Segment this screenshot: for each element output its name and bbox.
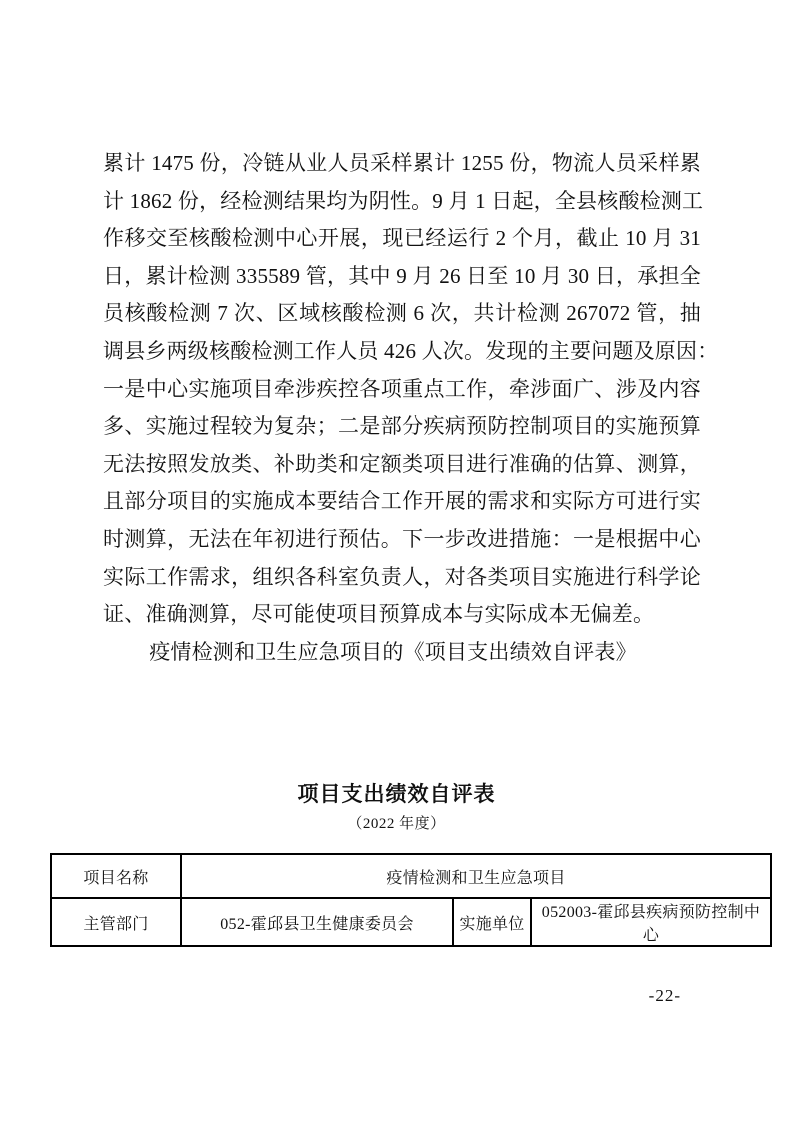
table-row [51,898,771,946]
body-line: 实际工作需求，组织各科室负责人，对各类项目实施进行科学论 [103,564,701,589]
body-line: 作移交至核酸检测中心开展，现已经运行 2 个月，截止 10 月 31 [103,226,701,251]
body-paragraph-indented: 疫情检测和卫生应急项目的《项目支出绩效自评表》 [149,639,637,664]
body-line: 日，累计检测 335589 管，其中 9 月 26 日至 10 月 30 日，承担全 [103,263,701,288]
implementing-unit-label: 实施单位 [453,898,531,946]
body-line: 证、准确测算，尽可能使项目预算成本与实际成本无偏差。 [103,602,655,627]
body-line: 累计 1475 份，冷链从业人员采样累计 1255 份，物流人员采样累 [103,151,701,175]
table-title: 项目支出绩效自评表 [297,782,496,806]
project-name-label: 项目名称 [51,854,181,898]
body-line: 计 1862 份，经检测结果均为阴性。9 月 1 日起，全县核酸检测工 [103,188,704,213]
implementing-unit-value: 052003-霍邱县疾病预防控制中心 [531,898,771,946]
body-line: 时测算，无法在年初进行预估。下一步改进措施：一是根据中心 [103,526,701,551]
body-line: 一是中心实施项目牵涉疾控各项重点工作，牵涉面广、涉及内容 [103,376,701,401]
self-evaluation-table [50,853,772,947]
supervising-dept-value: 052-霍邱县卫生健康委员会 [181,898,453,946]
body-text-block [103,145,719,671]
project-name-value: 疫情检测和卫生应急项目 [181,854,771,898]
body-line: 多、实施过程较为复杂；二是部分疾病预防控制项目的实施预算 [103,414,701,439]
table-subtitle: （2022 年度） [347,816,446,832]
table-row [51,854,771,898]
page-number: -22- [648,986,681,1005]
body-line: 员核酸检测 7 次、区域核酸检测 6 次，共计检测 267072 管，抽 [103,301,701,326]
body-line: 且部分项目的实施成本要结合工作开展的需求和实际方可进行实 [103,489,701,514]
body-line: 调县乡两级核酸检测工作人员 426 人次。发现的主要问题及原因： [103,338,719,363]
body-line: 无法按照发放类、补助类和定额类项目进行准确的估算、测算， [103,451,701,476]
supervising-dept-label: 主管部门 [51,898,181,946]
